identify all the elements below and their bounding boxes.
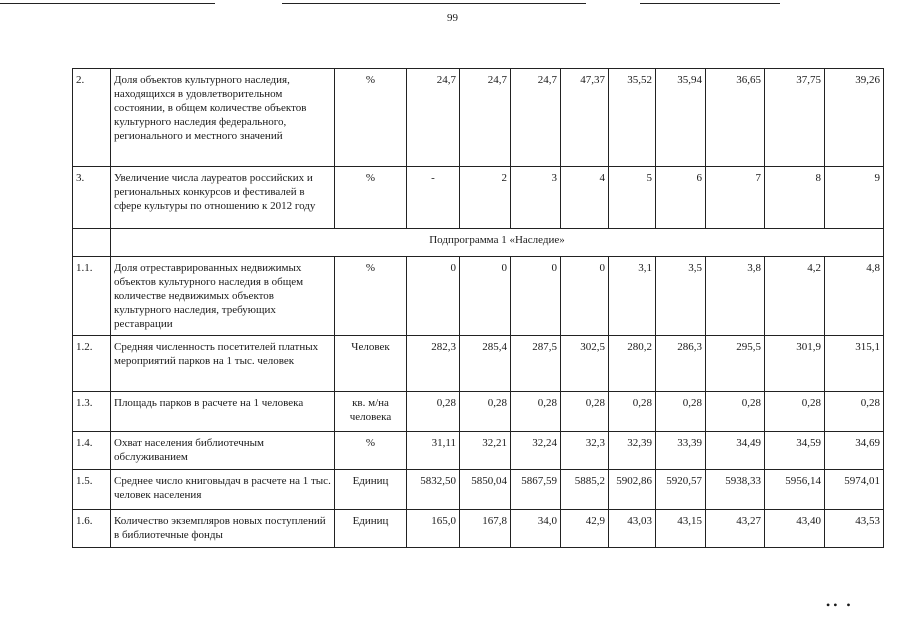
value-cell: 34,49: [706, 432, 765, 470]
value-cell: 0: [511, 257, 561, 336]
subprogram-num-cell: [73, 229, 111, 257]
value-cell: 34,59: [765, 432, 825, 470]
unit-of-measure: %: [335, 257, 407, 336]
value-cell: 6: [656, 167, 706, 229]
page-number: 99: [447, 12, 458, 24]
value-cell: 0,28: [609, 392, 656, 432]
top-rule-left: [0, 3, 215, 4]
unit-of-measure: Человек: [335, 336, 407, 392]
value-cell: 47,37: [561, 69, 609, 167]
unit-of-measure: кв. м/на человека: [335, 392, 407, 432]
indicator-name: Охват населения библиотечным обслуживанием: [111, 432, 335, 470]
value-cell: 0,28: [706, 392, 765, 432]
unit-of-measure: %: [335, 167, 407, 229]
value-cell: 0,28: [407, 392, 460, 432]
value-cell: 5867,59: [511, 470, 561, 510]
row-number: 1.3.: [73, 392, 111, 432]
value-cell: 0,28: [825, 392, 884, 432]
value-cell: 24,7: [407, 69, 460, 167]
value-cell: 4,8: [825, 257, 884, 336]
value-cell: 5832,50: [407, 470, 460, 510]
value-cell: 32,3: [561, 432, 609, 470]
value-cell: 2: [460, 167, 511, 229]
value-cell: 4,2: [765, 257, 825, 336]
row-number: 1.6.: [73, 510, 111, 548]
table-row: [73, 470, 884, 510]
value-cell: 5902,86: [609, 470, 656, 510]
value-cell: 5956,14: [765, 470, 825, 510]
indicator-name: Количество экземпляров новых поступлений в библиотечные фонды: [111, 510, 335, 548]
indicators-table: [72, 68, 884, 548]
value-cell: 24,7: [460, 69, 511, 167]
unit-of-measure: %: [335, 69, 407, 167]
indicator-name: Средняя численность посетителей платных мероприятий парков на 1 тыс. человек: [111, 336, 335, 392]
value-cell: 0,28: [765, 392, 825, 432]
table-row: [73, 257, 884, 336]
value-cell: 5: [609, 167, 656, 229]
value-cell: 302,5: [561, 336, 609, 392]
value-cell: 42,9: [561, 510, 609, 548]
value-cell: 3,1: [609, 257, 656, 336]
value-cell: 35,94: [656, 69, 706, 167]
indicator-name: Среднее число книговыдач в расчете на 1 тыс. человек населения: [111, 470, 335, 510]
value-cell: 5850,04: [460, 470, 511, 510]
value-cell: 39,26: [825, 69, 884, 167]
indicator-name: Увеличение числа лауреатов российских и региональных конкурсов и фестивалей в сфере культуры по отношению к 2012 году: [111, 167, 335, 229]
unit-of-measure: %: [335, 432, 407, 470]
value-cell: 301,9: [765, 336, 825, 392]
value-cell: 282,3: [407, 336, 460, 392]
value-cell: 32,21: [460, 432, 511, 470]
footer-marks: •• •: [826, 598, 854, 612]
row-number: 1.2.: [73, 336, 111, 392]
indicator-name: Доля объектов культурного наследия, находящихся в удовлетворительном состоянии, в общем количестве объектов культурного наследия федерального, регионального и местного значений: [111, 69, 335, 167]
value-cell: 167,8: [460, 510, 511, 548]
row-number: 1.5.: [73, 470, 111, 510]
value-cell: 34,69: [825, 432, 884, 470]
subprogram-title: Подпрограмма 1 «Наследие»: [111, 229, 884, 257]
row-number: 1.1.: [73, 257, 111, 336]
value-cell: 5885,2: [561, 470, 609, 510]
table-row: [73, 336, 884, 392]
row-number: 3.: [73, 167, 111, 229]
value-cell: 24,7: [511, 69, 561, 167]
value-cell: 34,0: [511, 510, 561, 548]
value-cell: 43,03: [609, 510, 656, 548]
value-cell: 4: [561, 167, 609, 229]
value-cell: 33,39: [656, 432, 706, 470]
value-cell: 43,53: [825, 510, 884, 548]
table-row: [73, 510, 884, 548]
value-cell: 295,5: [706, 336, 765, 392]
table-row: [73, 392, 884, 432]
value-cell: 32,39: [609, 432, 656, 470]
subprogram-row: [73, 229, 884, 257]
table-body: [73, 69, 884, 548]
value-cell: 36,65: [706, 69, 765, 167]
top-rule-right: [640, 3, 780, 4]
value-cell: 43,15: [656, 510, 706, 548]
value-cell: 0,28: [561, 392, 609, 432]
table-row: [73, 432, 884, 470]
indicator-name: Площадь парков в расчете на 1 человека: [111, 392, 335, 432]
value-cell: 3,5: [656, 257, 706, 336]
row-number: 1.4.: [73, 432, 111, 470]
value-cell: 5938,33: [706, 470, 765, 510]
value-cell: 31,11: [407, 432, 460, 470]
value-cell: 286,3: [656, 336, 706, 392]
value-cell: 3: [511, 167, 561, 229]
value-cell: 165,0: [407, 510, 460, 548]
value-cell: 315,1: [825, 336, 884, 392]
value-cell: 8: [765, 167, 825, 229]
value-cell: 43,40: [765, 510, 825, 548]
table-row: [73, 167, 884, 229]
value-cell: 0: [561, 257, 609, 336]
value-cell: 280,2: [609, 336, 656, 392]
value-cell: 3,8: [706, 257, 765, 336]
value-cell: 0: [460, 257, 511, 336]
value-cell: 5920,57: [656, 470, 706, 510]
value-cell: 5974,01: [825, 470, 884, 510]
value-cell: 32,24: [511, 432, 561, 470]
table-row: [73, 69, 884, 167]
top-rule-middle: [282, 3, 586, 4]
indicator-name: Доля отреставрированных недвижимых объектов культурного наследия в общем количестве недвижимых объектов культурного наследия, требующих реставрации: [111, 257, 335, 336]
value-cell: 0,28: [460, 392, 511, 432]
value-cell: 287,5: [511, 336, 561, 392]
value-cell: 37,75: [765, 69, 825, 167]
value-cell: 285,4: [460, 336, 511, 392]
value-cell: 43,27: [706, 510, 765, 548]
unit-of-measure: Единиц: [335, 510, 407, 548]
value-cell: 0: [407, 257, 460, 336]
value-cell: 7: [706, 167, 765, 229]
value-cell: -: [407, 167, 460, 229]
unit-of-measure: Единиц: [335, 470, 407, 510]
row-number: 2.: [73, 69, 111, 167]
value-cell: 0,28: [656, 392, 706, 432]
value-cell: 9: [825, 167, 884, 229]
value-cell: 0,28: [511, 392, 561, 432]
value-cell: 35,52: [609, 69, 656, 167]
